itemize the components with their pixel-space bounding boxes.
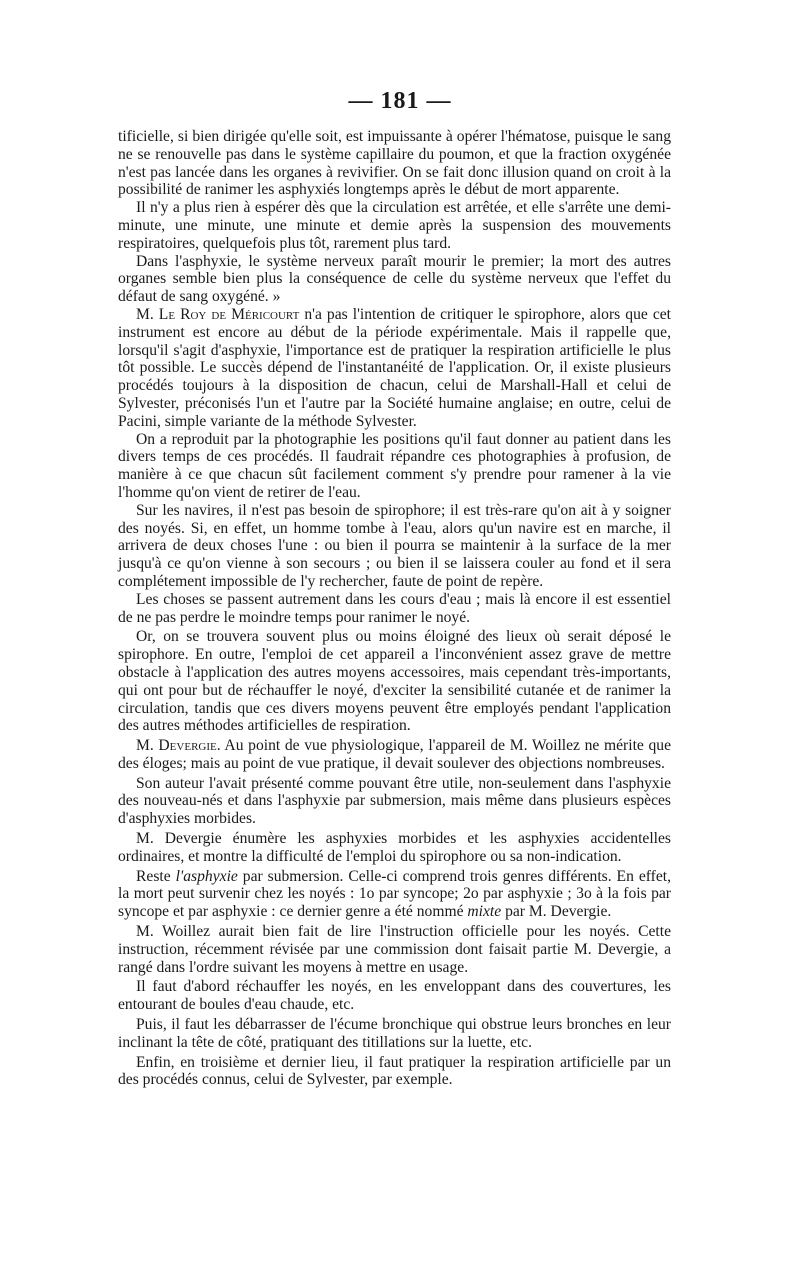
body-text: [118, 128, 671, 1089]
paragraph-4-text: n'a pas l'intention de critiquer le spirophore, alors que cet instrument est encore au début de la période expérimentale. Mais il rappelle que, lorsqu'il s'agit d'asphyxie, l'importance est de pratiquer la respiration artificielle le plus tôt possible. Le succès dépend de l'instantanéité de l'application. Or, il existe plusieurs procédés toujours à la disposition de chacun, celui de Marshall-Hall et celui de Sylvester, préconisés l'un et l'autre par la Société humaine anglaise; en outre, celui de Pacini, simple variante de la méthode Sylvester.: [118, 305, 671, 430]
page-number: — 181 —: [348, 88, 452, 114]
paragraph-12-tail: par M. Devergie.: [501, 903, 612, 921]
paragraph-11: M. Devergie énumère les asphyxies morbides et les asphyxies accidentelles ordinaires, et montre la difficulté de l'emploi du spirophore ou sa non-indication.: [118, 830, 671, 865]
paragraph-12-text: par submersion. Celle-ci comprend trois genres différents. En effet, la mort peut survenir chez les noyés : 1o par syncope; 2o par asphyxie ; 3o à la fois par syncope et par asphyxie : ce dernier genre a été nommé: [118, 867, 671, 921]
paragraph-2: Il n'y a plus rien à espérer dès que la circulation est arrêtée, et elle s'arrête une demi-minute, une minute, une minute et demie après la suspension des mouvements respiratoires, quelquefois plus tôt, rarement plus tard.: [118, 199, 671, 252]
paragraph-9: [118, 737, 671, 773]
italic-term: mixte: [467, 903, 502, 921]
italic-term: l'asphyxie: [175, 867, 238, 885]
paragraph-15: Puis, il faut les débarrasser de l'écume bronchique qui obstrue leurs bronches en leur inclinant la tête de côté, pratiquant des titillations sur la luette, etc.: [118, 1016, 671, 1051]
paragraph-3: Dans l'asphyxie, le système nerveux paraît mourir le premier; la mort des autres organes semble bien plus la conséquence de celle du système nerveux que l'effet du défaut de sang oxygéné. »: [118, 252, 671, 306]
paragraph-12-lead: Reste: [136, 867, 176, 885]
speaker-name: M. Le Roy de Méricourt: [136, 305, 300, 323]
paragraph-10: Son auteur l'avait présenté comme pouvant être utile, non-seulement dans l'asphyxie des nouveau-nés et dans l'asphyxie par submersion, mais même dans plusieurs espèces d'asphyxies morbides.: [118, 774, 671, 828]
speaker-name: M. Devergie.: [136, 737, 221, 755]
paragraph-1: tificielle, si bien dirigée qu'elle soit, est impuissante à opérer l'hématose, puisque le sang ne se renouvelle pas dans le système capillaire du poumon, et que la fraction oxygénée n'est pas lancée dans les organes à revivifier. On se fait donc illusion quand on croit à la possibilité de ranimer les asphyxiés longtemps après le début de mort apparente.: [118, 128, 671, 199]
paragraph-4: [118, 306, 671, 431]
paragraph-9-text: Au point de vue physiologique, l'appareil de M. Woillez ne mérite que des éloges; mais au point de vue pratique, il devait soulever des objections nombreuses.: [118, 737, 671, 772]
paragraph-8: Or, on se trouvera souvent plus ou moins éloigné des lieux où serait déposé le spirophore. En outre, l'emploi de cet appareil a l'inconvénient assez grave de mettre obstacle à l'application des autres moyens accessoires, mais cependant très-importants, qui ont pour but de réchauffer le noyé, d'exciter la sensibilité cutanée et de ranimer la circulation, tandis que ces divers moyens peuvent être employés pendant l'application des autres méthodes artificielles de respiration.: [118, 628, 671, 735]
paragraph-6: Sur les navires, il n'est pas besoin de spirophore; il est très-rare qu'on ait à y soigner des noyés. Si, en effet, un homme tombe à l'eau, alors qu'un navire est en marche, il arrivera de deux choses l'une : ou bien il pourra se maintenir à la surface de la mer jusqu'à ce qu'on vienne à son secours ; ou bien il se laissera couler au fond et il sera complétement impossible de l'y rechercher, faute de point de repère.: [118, 501, 671, 590]
paragraph-7: Les choses se passent autrement dans les cours d'eau ; mais là encore il est essentiel de ne pas perdre le moindre temps pour ranimer le noyé.: [118, 590, 671, 626]
paragraph-13: M. Woillez aurait bien fait de lire l'instruction officielle pour les noyés. Cette instruction, récemment révisée par une commission dont faisait partie M. Devergie, a rangé dans l'ordre suivant les moyens à mettre en usage.: [118, 923, 671, 976]
paragraph-14: Il faut d'abord réchauffer les noyés, en les enveloppant dans des couvertures, les entourant de boules d'eau chaude, etc.: [118, 978, 671, 1014]
paragraph-16: Enfin, en troisième et dernier lieu, il faut pratiquer la respiration artificielle par un des procédés connus, celui de Sylvester, par exemple.: [118, 1053, 671, 1089]
paragraph-12: [118, 868, 671, 921]
paragraph-5: On a reproduit par la photographie les positions qu'il faut donner au patient dans les divers temps de ces procédés. Il faudrait répandre ces photographies à profusion, de manière à ce que chacun sût facilement comment s'y prendre pour ramener à la vie l'homme qu'on vient de retirer de l'eau.: [118, 430, 671, 501]
